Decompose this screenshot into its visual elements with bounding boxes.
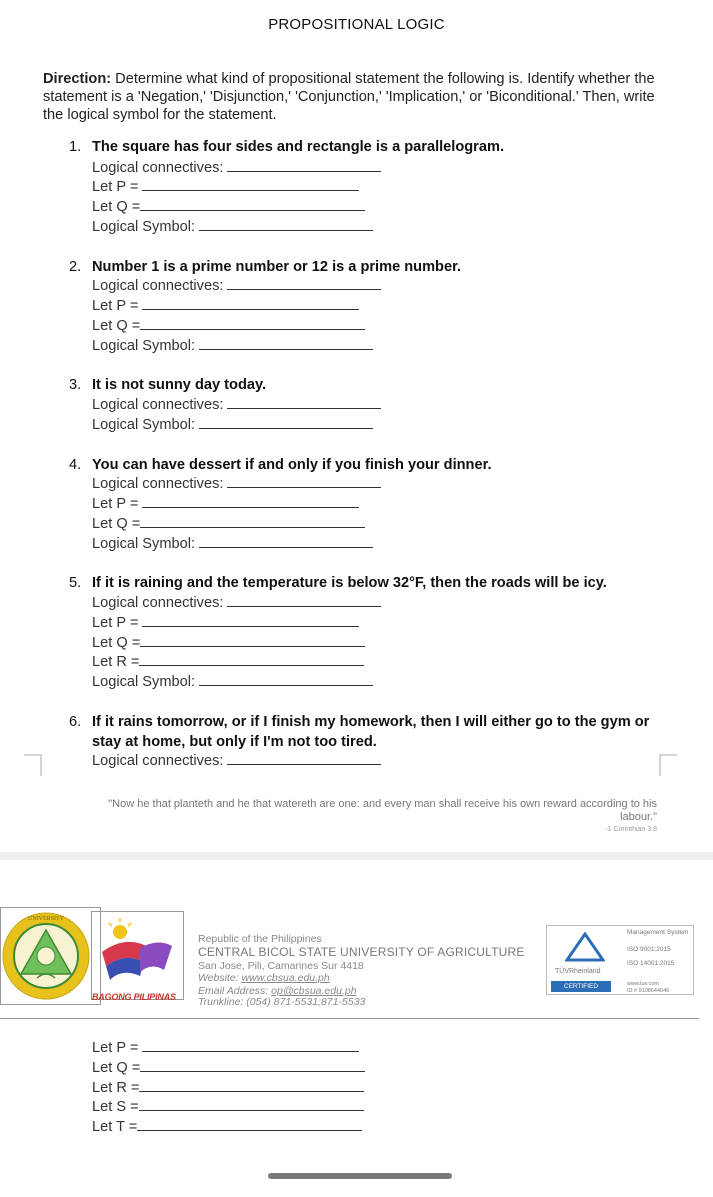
q4-let-q-label: Let Q = [92, 516, 365, 532]
q6-let-q-blank[interactable] [140, 1071, 365, 1072]
email-link[interactable]: op@cbsua.edu.ph [271, 985, 357, 997]
tuv-certified-badge: CERTIFIED [551, 981, 611, 992]
tuv-id: ID # 9108644046 [627, 988, 670, 994]
letterhead-email: Email Address: op@cbsua.edu.ph [198, 985, 357, 997]
bagong-pilipinas-label: BAGONG PILIPINAS [92, 992, 176, 1002]
home-indicator[interactable] [268, 1173, 452, 1179]
direction-text: Determine what kind of propositional statement the following is. Identify whether the statement is a 'Negation,' 'Disjunction,' 'Conjunction,' 'Implication,' or 'Biconditional.' Then, write the logical symbol for the statement. [43, 71, 655, 123]
q4-let-p-blank[interactable] [142, 507, 359, 508]
seal-text: UNIVERSITY [28, 916, 64, 922]
q2-connectives-label: Logical connectives: [92, 278, 381, 294]
q1-symbol-blank[interactable] [199, 230, 373, 231]
q4-symbol-label: Logical Symbol: [92, 536, 373, 552]
bagong-pilipinas-logo [92, 912, 183, 984]
q1-let-q-label: Let Q = [92, 199, 365, 215]
question-6-text-line2: stay at home, but only if I'm not too tired. [92, 734, 377, 750]
letterhead-divider [0, 1018, 699, 1019]
corner-mark-left [24, 754, 42, 776]
q3-connectives-label: Logical connectives: [92, 397, 381, 413]
q6-let-s-blank[interactable] [139, 1110, 364, 1111]
q4-let-q-blank[interactable] [140, 527, 365, 528]
q4-connectives-label: Logical connectives: [92, 476, 381, 492]
tuv-iso-14001: ISO 14001:2015 [627, 960, 675, 967]
q5-symbol-blank[interactable] [199, 685, 373, 686]
q4-let-p-label: Let P = [92, 496, 359, 512]
q5-let-q-blank[interactable] [140, 646, 365, 647]
website-link[interactable]: www.cbsua.edu.ph [241, 972, 330, 984]
q5-connectives-blank[interactable] [227, 606, 381, 607]
q2-let-p-label: Let P = [92, 298, 359, 314]
q6-let-p-label: Let P = [92, 1040, 359, 1056]
q6-connectives-label: Logical connectives: [92, 753, 381, 769]
question-1-number: 1. [69, 139, 82, 155]
question-6-number: 6. [69, 714, 82, 730]
university-seal-logo [1, 908, 100, 1004]
q6-let-t-label: Let T = [92, 1119, 362, 1135]
q6-let-q-label: Let Q = [92, 1060, 365, 1076]
tuv-mgmt-system: Management System [627, 929, 689, 936]
q2-let-p-blank[interactable] [142, 309, 359, 310]
question-2-number: 2. [69, 259, 82, 275]
q6-let-t-blank[interactable] [137, 1130, 362, 1131]
q2-let-q-label: Let Q = [92, 318, 365, 334]
question-3-text: It is not sunny day today. [92, 377, 267, 393]
letterhead-republic: Republic of the Philippines [198, 933, 322, 945]
q6-let-r-blank[interactable] [139, 1091, 364, 1092]
q4-connectives-blank[interactable] [227, 487, 381, 488]
q2-symbol-blank[interactable] [199, 349, 373, 350]
q1-let-q-blank[interactable] [140, 210, 365, 211]
q1-connectives-blank[interactable] [227, 171, 381, 172]
question-6-text-line1: If it rains tomorrow, or if I finish my homework, then I will either go to the gym or [92, 714, 650, 730]
q1-let-p-label: Let P = [92, 179, 359, 195]
tuv-certification-badge [546, 925, 694, 995]
q5-connectives-label: Logical connectives: [92, 595, 381, 611]
q1-connectives-label: Logical connectives: [92, 160, 381, 176]
q6-let-s-label: Let S = [92, 1099, 364, 1115]
q4-symbol-blank[interactable] [199, 547, 373, 548]
page-break [0, 852, 713, 860]
letterhead-address: San Jose, Pili, Camarines Sur 4418 [198, 960, 364, 972]
q5-symbol-label: Logical Symbol: [92, 674, 373, 690]
question-5-text: If it is raining and the temperature is below 32°F, then the roads will be icy. [92, 575, 607, 591]
q2-connectives-blank[interactable] [227, 289, 381, 290]
q3-connectives-blank[interactable] [227, 408, 381, 409]
letterhead-trunkline: Trunkline: (054) 871-5531;871-5533 [198, 996, 366, 1008]
q5-let-r-blank[interactable] [139, 665, 364, 666]
question-3-number: 3. [69, 377, 82, 393]
tuv-iso-9001: ISO 9001:2015 [627, 946, 671, 953]
bagong-pilipinas-frame [91, 911, 184, 1000]
question-2-text: Number 1 is a prime number or 12 is a prime number. [92, 259, 462, 275]
footer-quote: "Now he that planteth and he that watereth are one: and every man shall receive his own reward according to his labour." [108, 798, 657, 823]
q3-symbol-label: Logical Symbol: [92, 417, 373, 433]
q6-let-r-label: Let R = [92, 1080, 364, 1096]
q2-let-q-blank[interactable] [140, 329, 365, 330]
letterhead-website: Website: www.cbsua.edu.ph [198, 972, 330, 984]
tuv-triangle-icon [565, 932, 605, 962]
question-4-number: 4. [69, 457, 82, 473]
q5-let-p-blank[interactable] [142, 626, 359, 627]
question-4-text: You can have dessert if and only if you finish your dinner. [92, 457, 492, 473]
q1-symbol-label: Logical Symbol: [92, 219, 373, 235]
q6-connectives-blank[interactable] [227, 764, 381, 765]
q3-symbol-blank[interactable] [199, 428, 373, 429]
page-title: PROPOSITIONAL LOGIC [268, 16, 445, 33]
question-5-number: 5. [69, 575, 82, 591]
direction-paragraph [43, 70, 673, 124]
corner-mark-right [659, 754, 677, 776]
q5-let-r-label: Let R = [92, 654, 364, 670]
q5-let-q-label: Let Q = [92, 635, 365, 651]
letterhead-university-name: CENTRAL BICOL STATE UNIVERSITY OF AGRICULTURE [198, 945, 525, 959]
university-seal-frame [0, 907, 101, 1005]
q1-let-p-blank[interactable] [142, 190, 359, 191]
direction-lead: Direction: [43, 71, 112, 87]
tuv-brand: TÜVRheinland [555, 968, 601, 975]
question-1-text: The square has four sides and rectangle is a parallelogram. [92, 139, 505, 155]
footer-citation: -1 Corinthian 3:8 [605, 826, 657, 833]
q2-symbol-label: Logical Symbol: [92, 338, 373, 354]
q6-let-p-blank[interactable] [142, 1051, 359, 1052]
tuv-site: www.tuv.com [627, 981, 659, 987]
q5-let-p-label: Let P = [92, 615, 359, 631]
